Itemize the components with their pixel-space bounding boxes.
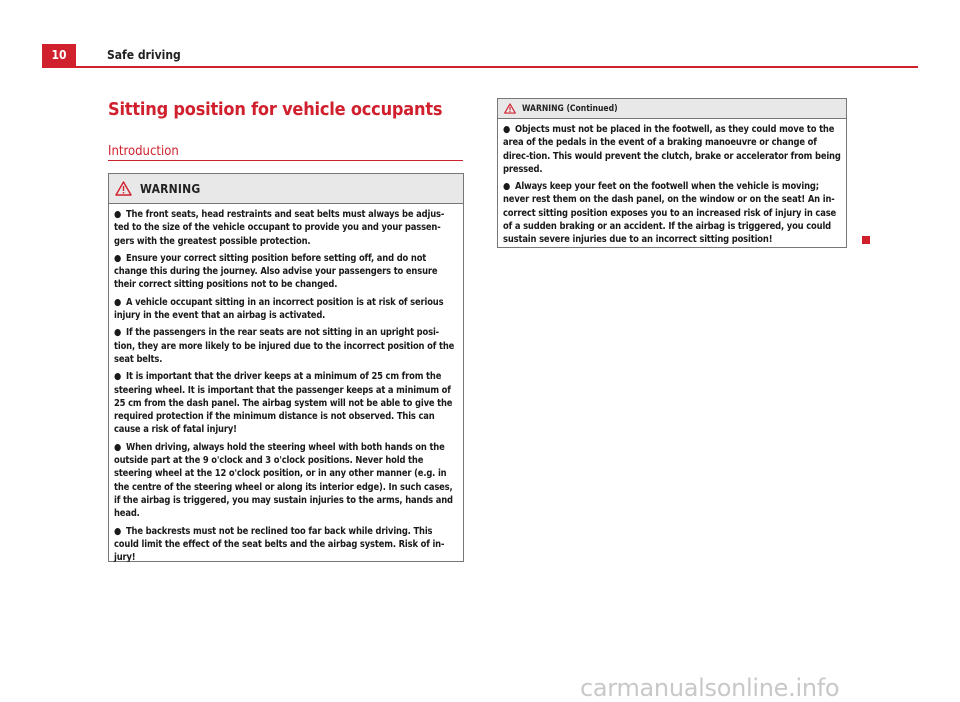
warning-item: ● If the passengers in the rear seats are not sitting in an upright posi-tion, they are more likely to be injured due to the incorrect position of the seat belts. (114, 327, 455, 365)
warning-item: ● It is important that the driver keeps at a minimum of 25 cm from the steering wheel. It is important that the passenger keeps at a minimum of 25 cm from the dash panel. The airbag system will not be able to give the required protection if the minimum distance is not observed. This can cause a risk of fatal injury! (114, 371, 453, 436)
warning-box-continued (497, 98, 847, 248)
warning-item: ● The backrests must not be reclined too far back while driving. This could limit the effect of the seat belts and the airbag system. Risk of in-jury! (114, 525, 445, 564)
warning-header (109, 174, 463, 204)
warning-list (498, 119, 846, 247)
warning-label: WARNING (Continued) (522, 103, 618, 114)
warning-icon (115, 181, 132, 196)
warning-item: ● Objects must not be placed in the footwell, as they could move to the area of the pedals in the event of a braking manoeuvre or change of direc-tion. This would prevent the clutch, brake or accelerator from being pressed. (503, 124, 841, 175)
warning-item: ● Ensure your correct sitting position before setting off, and do not change this during the journey. Also advise your passengers to ensure their correct sitting positions not to be changed. (114, 252, 438, 291)
section-title: Safe driving (107, 48, 181, 62)
subheading-text: Introduction (108, 144, 179, 159)
warning-item: ● When driving, always hold the steering wheel with both hands on the outside part at the 9 o'clock and 3 o'clock positions. Never hold the steering wheel at the 12 o'clock position, or in any other manner (e.g. in the centre of the steering wheel or along its interior edge). In such cases, if the airbag is triggered, you may sustain injuries to the arms, hands and head. (114, 441, 453, 520)
warning-label: WARNING (140, 181, 201, 196)
subheading (108, 140, 463, 161)
warning-list (109, 204, 463, 564)
page-header (42, 44, 918, 68)
watermark: carmanualsonline.info (580, 674, 840, 702)
warning-item: ● A vehicle occupant sitting in an incorrect position is at risk of serious injury in the event that an airbag is activated. (114, 296, 444, 322)
warning-item: ● Always keep your feet on the footwell when the vehicle is moving; never rest them on the dash panel, on the window or on the seat! An in-correct sitting position exposes you to an increased risk of injury in case of a sudden braking or an accident. If the airbag is triggered, you could sustain severe injuries due to an incorrect sitting position! (503, 181, 837, 246)
warning-header (498, 99, 846, 119)
page-title: Sitting position for vehicle occupants (108, 99, 443, 120)
warning-item: ● The front seats, head restraints and seat belts must always be adjus-ted to the size of the vehicle occupant to provide you and your passen-gers with the greatest possible protection. (114, 209, 445, 247)
page-number: 10 (42, 44, 76, 66)
warning-box-main (108, 173, 464, 562)
end-of-section-icon (862, 236, 870, 244)
warning-icon (504, 103, 516, 114)
